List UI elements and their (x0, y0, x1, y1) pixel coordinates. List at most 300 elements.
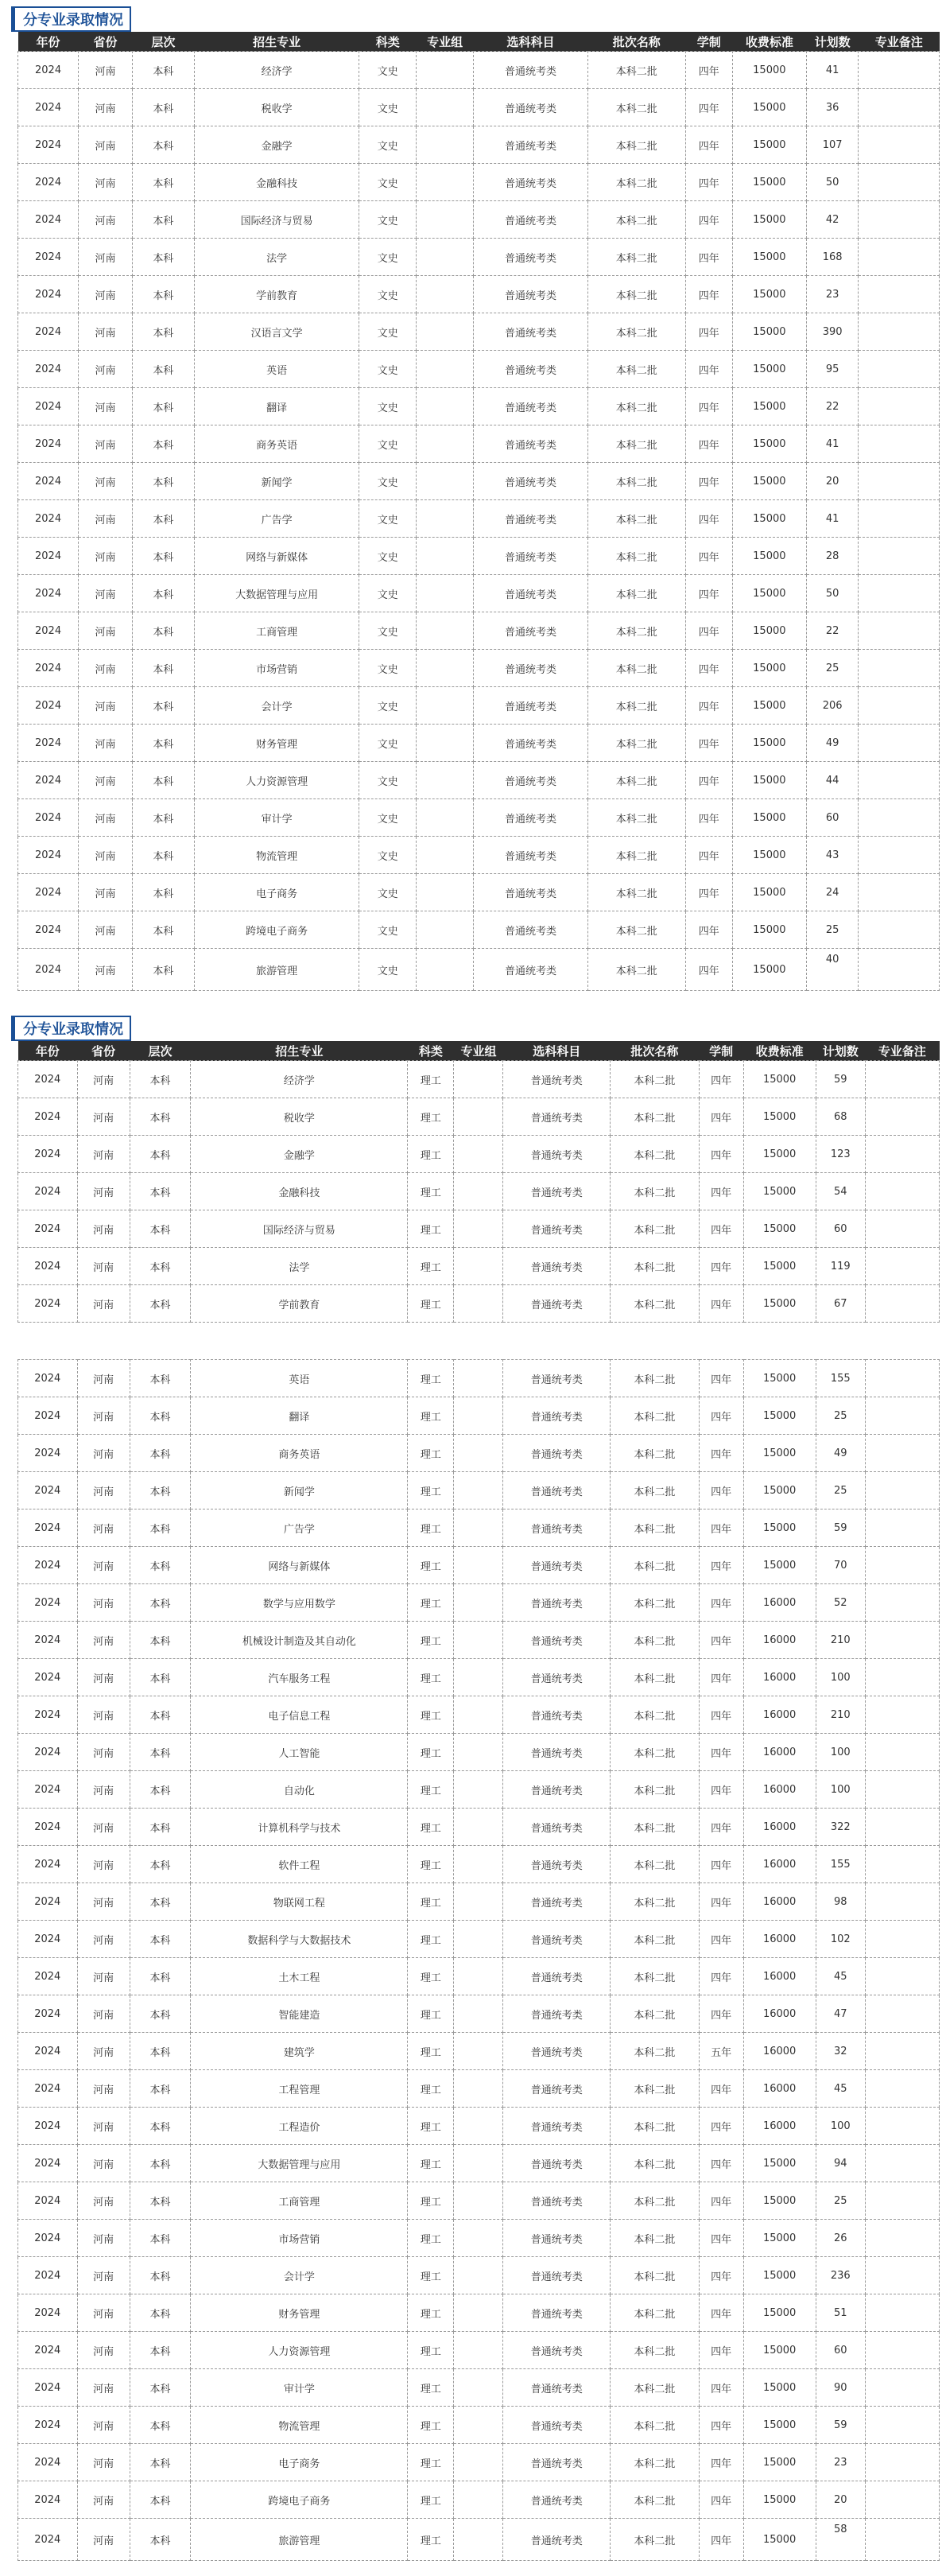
cell-duration: 四年 (685, 949, 732, 991)
cell-batch: 本科二批 (611, 1098, 700, 1136)
cell-year: 2024 (18, 837, 79, 874)
cell-plan-count: 95 (806, 351, 859, 388)
cell-duration: 四年 (699, 1547, 743, 1584)
cell-batch: 本科二批 (587, 89, 685, 126)
cell-remark (865, 2070, 939, 2108)
cell-plan-count: 40 (806, 949, 859, 991)
cell-category: 理工 (408, 1846, 454, 1883)
cell-category: 文史 (359, 837, 417, 874)
cell-remark (859, 874, 940, 911)
cell-batch: 本科二批 (587, 463, 685, 500)
table-row (18, 2444, 940, 2481)
cell-level: 本科 (130, 2220, 191, 2257)
cell-duration: 四年 (699, 2108, 743, 2145)
cell-province: 河南 (77, 1921, 130, 1958)
cell-province: 河南 (77, 2145, 130, 2182)
cell-category: 理工 (408, 1696, 454, 1734)
cell-level: 本科 (130, 1659, 191, 1696)
cell-major-group (454, 2481, 503, 2519)
cell-plan-count: 210 (816, 1696, 865, 1734)
cell-batch: 本科二批 (611, 1173, 700, 1210)
cell-province: 河南 (79, 949, 133, 991)
table-gap (18, 1323, 940, 1360)
cell-category: 文史 (359, 725, 417, 762)
cell-year: 2024 (18, 164, 79, 201)
cell-duration: 四年 (685, 538, 732, 575)
admission-table-wenshi (17, 32, 940, 991)
cell-subjects: 普通统考类 (474, 313, 588, 351)
cell-batch: 本科二批 (611, 1622, 700, 1659)
table-row (18, 2332, 940, 2369)
cell-level: 本科 (130, 1958, 191, 1995)
table-row (18, 799, 940, 837)
header-province: 省份 (79, 32, 133, 52)
cell-category: 理工 (408, 1210, 454, 1248)
cell-batch: 本科二批 (587, 911, 685, 949)
cell-subjects: 普通统考类 (503, 1472, 611, 1509)
cell-subjects: 普通统考类 (474, 799, 588, 837)
cell-major-group (454, 1509, 503, 1547)
cell-category: 文史 (359, 201, 417, 239)
cell-category: 文史 (359, 388, 417, 425)
cell-tuition: 15000 (732, 276, 806, 313)
cell-tuition: 15000 (743, 1397, 816, 1435)
cell-major-group (454, 1360, 503, 1397)
cell-tuition: 15000 (743, 2444, 816, 2481)
cell-major-group (454, 2444, 503, 2481)
cell-major-group (454, 1248, 503, 1285)
cell-batch: 本科二批 (587, 687, 685, 725)
cell-remark (859, 725, 940, 762)
cell-year: 2024 (18, 1509, 78, 1547)
cell-subjects: 普通统考类 (503, 1173, 611, 1210)
cell-year: 2024 (18, 1734, 78, 1771)
cell-batch: 本科二批 (587, 239, 685, 276)
cell-category: 文史 (359, 89, 417, 126)
cell-category: 文史 (359, 276, 417, 313)
cell-tuition: 15000 (732, 725, 806, 762)
cell-batch: 本科二批 (611, 1734, 700, 1771)
cell-level: 本科 (132, 351, 194, 388)
table-row (18, 1958, 940, 1995)
cell-tuition: 16000 (743, 2033, 816, 2070)
cell-subjects: 普通统考类 (474, 612, 588, 650)
cell-remark (859, 687, 940, 725)
header-major-group: 专业组 (454, 1041, 503, 1061)
cell-province: 河南 (79, 799, 133, 837)
table-row (18, 1472, 940, 1509)
cell-major: 物流管理 (195, 837, 359, 874)
cell-duration: 四年 (699, 2519, 743, 2561)
cell-batch: 本科二批 (611, 1771, 700, 1809)
cell-duration: 四年 (699, 1098, 743, 1136)
cell-level: 本科 (130, 2481, 191, 2519)
cell-major-group (454, 1958, 503, 1995)
cell-province: 河南 (79, 276, 133, 313)
cell-remark (859, 351, 940, 388)
table-row (18, 2033, 940, 2070)
cell-plan-count: 60 (806, 799, 859, 837)
cell-major-group (417, 313, 474, 351)
cell-batch: 本科二批 (611, 1061, 700, 1098)
cell-plan-count: 155 (816, 1846, 865, 1883)
cell-tuition: 15000 (743, 2257, 816, 2294)
cell-remark (865, 2332, 939, 2369)
cell-tuition: 15000 (732, 239, 806, 276)
cell-remark (859, 239, 940, 276)
cell-major-group (417, 425, 474, 463)
cell-province: 河南 (77, 2444, 130, 2481)
section-ligong (8, 1016, 940, 2561)
cell-province: 河南 (77, 1659, 130, 1696)
cell-tuition: 15000 (743, 1173, 816, 1210)
cell-major-group (417, 538, 474, 575)
cell-duration: 四年 (699, 1435, 743, 1472)
cell-batch: 本科二批 (611, 1883, 700, 1921)
cell-major: 电子商务 (195, 874, 359, 911)
cell-major-group (417, 201, 474, 239)
cell-province: 河南 (77, 2033, 130, 2070)
cell-subjects: 普通统考类 (503, 1696, 611, 1734)
cell-province: 河南 (77, 2369, 130, 2407)
cell-duration: 四年 (685, 612, 732, 650)
cell-batch: 本科二批 (611, 2220, 700, 2257)
cell-duration: 四年 (699, 1883, 743, 1921)
cell-major-group (454, 2369, 503, 2407)
cell-level: 本科 (132, 837, 194, 874)
cell-plan-count: 123 (816, 1136, 865, 1173)
cell-year: 2024 (18, 1659, 78, 1696)
cell-province: 河南 (77, 2070, 130, 2108)
cell-province: 河南 (77, 1472, 130, 1509)
cell-major: 税收学 (195, 89, 359, 126)
cell-duration: 四年 (685, 239, 732, 276)
cell-tuition: 15000 (732, 575, 806, 612)
cell-batch: 本科二批 (587, 538, 685, 575)
cell-plan-count: 107 (806, 126, 859, 164)
cell-plan-count: 25 (816, 2182, 865, 2220)
cell-remark (865, 1509, 939, 1547)
cell-category: 理工 (408, 2481, 454, 2519)
cell-batch: 本科二批 (587, 725, 685, 762)
cell-duration: 四年 (699, 1696, 743, 1734)
cell-category: 文史 (359, 949, 417, 991)
cell-province: 河南 (79, 239, 133, 276)
cell-remark (859, 837, 940, 874)
table-row (18, 239, 940, 276)
cell-remark (865, 2220, 939, 2257)
table-row (18, 1659, 940, 1696)
cell-province: 河南 (77, 1098, 130, 1136)
cell-province: 河南 (77, 1173, 130, 1210)
cell-category: 理工 (408, 1397, 454, 1435)
cell-plan-count: 23 (806, 276, 859, 313)
cell-province: 河南 (79, 425, 133, 463)
cell-plan-count: 100 (816, 2108, 865, 2145)
cell-batch: 本科二批 (587, 762, 685, 799)
table-row (18, 1584, 940, 1622)
cell-category: 文史 (359, 463, 417, 500)
cell-subjects: 普通统考类 (503, 1509, 611, 1547)
cell-province: 河南 (79, 201, 133, 239)
cell-plan-count: 36 (806, 89, 859, 126)
cell-remark (859, 126, 940, 164)
cell-major: 商务英语 (191, 1435, 408, 1472)
cell-level: 本科 (130, 1734, 191, 1771)
cell-year: 2024 (18, 1435, 78, 1472)
table-row (18, 1921, 940, 1958)
cell-category: 理工 (408, 1285, 454, 1323)
cell-major-group (454, 1547, 503, 1584)
table-row (18, 612, 940, 650)
cell-subjects: 普通统考类 (503, 2182, 611, 2220)
cell-major-group (417, 52, 474, 89)
cell-remark (865, 2108, 939, 2145)
cell-duration: 四年 (685, 52, 732, 89)
cell-plan-count: 44 (806, 762, 859, 799)
cell-province: 河南 (79, 313, 133, 351)
cell-major: 英语 (191, 1360, 408, 1397)
cell-plan-count: 50 (806, 575, 859, 612)
cell-batch: 本科二批 (611, 2033, 700, 2070)
cell-category: 文史 (359, 911, 417, 949)
cell-duration: 四年 (699, 1921, 743, 1958)
cell-category: 理工 (408, 2407, 454, 2444)
cell-duration: 四年 (685, 89, 732, 126)
cell-subjects: 普通统考类 (474, 650, 588, 687)
cell-batch: 本科二批 (611, 2369, 700, 2407)
cell-year: 2024 (18, 500, 79, 538)
cell-category: 文史 (359, 52, 417, 89)
cell-province: 河南 (77, 1771, 130, 1809)
cell-category: 文史 (359, 164, 417, 201)
cell-level: 本科 (130, 2033, 191, 2070)
cell-remark (865, 1360, 939, 1397)
cell-major: 学前教育 (191, 1285, 408, 1323)
cell-subjects: 普通统考类 (503, 2444, 611, 2481)
cell-year: 2024 (18, 1995, 78, 2033)
cell-major-group (454, 1098, 503, 1136)
cell-major-group (454, 1771, 503, 1809)
cell-remark (865, 1210, 939, 1248)
header-duration: 学制 (699, 1041, 743, 1061)
header-year: 年份 (18, 32, 79, 52)
cell-tuition: 15000 (732, 874, 806, 911)
cell-tuition: 15000 (732, 52, 806, 89)
cell-year: 2024 (18, 2220, 78, 2257)
cell-year: 2024 (18, 1173, 78, 1210)
table-row (18, 1883, 940, 1921)
cell-major-group (454, 2145, 503, 2182)
cell-major: 翻译 (191, 1397, 408, 1435)
table-row (18, 1509, 940, 1547)
header-batch: 批次名称 (587, 32, 685, 52)
cell-major-group (454, 1995, 503, 2033)
table-row (18, 1248, 940, 1285)
cell-subjects: 普通统考类 (474, 725, 588, 762)
cell-major-group (454, 2220, 503, 2257)
cell-province: 河南 (77, 1285, 130, 1323)
header-year: 年份 (18, 1041, 78, 1061)
cell-year: 2024 (18, 2481, 78, 2519)
table-row (18, 874, 940, 911)
cell-batch: 本科二批 (587, 201, 685, 239)
cell-tuition: 16000 (743, 1696, 816, 1734)
cell-subjects: 普通统考类 (474, 276, 588, 313)
cell-batch: 本科二批 (611, 2519, 700, 2561)
cell-major-group (417, 725, 474, 762)
cell-remark (859, 612, 940, 650)
cell-year: 2024 (18, 2257, 78, 2294)
cell-batch: 本科二批 (611, 1584, 700, 1622)
cell-major: 自动化 (191, 1771, 408, 1809)
cell-major-group (454, 2033, 503, 2070)
cell-year: 2024 (18, 2182, 78, 2220)
cell-plan-count: 60 (816, 2332, 865, 2369)
cell-category: 理工 (408, 2369, 454, 2407)
cell-plan-count: 26 (816, 2220, 865, 2257)
cell-province: 河南 (79, 463, 133, 500)
cell-plan-count: 54 (816, 1173, 865, 1210)
cell-batch: 本科二批 (611, 2294, 700, 2332)
cell-duration: 四年 (699, 2257, 743, 2294)
cell-subjects: 普通统考类 (503, 1809, 611, 1846)
cell-subjects: 普通统考类 (474, 126, 588, 164)
cell-major: 跨境电子商务 (195, 911, 359, 949)
cell-year: 2024 (18, 1360, 78, 1397)
table-row (18, 425, 940, 463)
cell-major: 法学 (191, 1248, 408, 1285)
header-plan-count: 计划数 (806, 32, 859, 52)
cell-category: 理工 (408, 1883, 454, 1921)
cell-subjects: 普通统考类 (474, 911, 588, 949)
cell-tuition: 15000 (743, 1210, 816, 1248)
table-header-row (18, 1041, 940, 1061)
cell-level: 本科 (132, 126, 194, 164)
cell-plan-count: 100 (816, 1771, 865, 1809)
cell-batch: 本科二批 (611, 1809, 700, 1846)
cell-category: 文史 (359, 612, 417, 650)
cell-category: 理工 (408, 1136, 454, 1173)
cell-remark (859, 313, 940, 351)
cell-category: 文史 (359, 500, 417, 538)
cell-level: 本科 (130, 1136, 191, 1173)
cell-duration: 四年 (699, 1285, 743, 1323)
table-row (18, 313, 940, 351)
cell-level: 本科 (130, 1285, 191, 1323)
cell-province: 河南 (79, 575, 133, 612)
header-level: 层次 (132, 32, 194, 52)
cell-batch: 本科二批 (611, 1285, 700, 1323)
cell-major-group (454, 2332, 503, 2369)
cell-tuition: 15000 (732, 463, 806, 500)
cell-level: 本科 (132, 388, 194, 425)
cell-year: 2024 (18, 1098, 78, 1136)
cell-duration: 四年 (699, 1622, 743, 1659)
cell-category: 文史 (359, 425, 417, 463)
cell-category: 理工 (408, 1472, 454, 1509)
cell-remark (865, 1472, 939, 1509)
cell-plan-count: 98 (816, 1883, 865, 1921)
cell-province: 河南 (77, 1397, 130, 1435)
cell-province: 河南 (77, 2220, 130, 2257)
cell-province: 河南 (77, 1360, 130, 1397)
cell-category: 理工 (408, 2108, 454, 2145)
cell-subjects: 普通统考类 (503, 1285, 611, 1323)
cell-level: 本科 (132, 52, 194, 89)
cell-duration: 四年 (699, 1061, 743, 1098)
cell-year: 2024 (18, 463, 79, 500)
cell-subjects: 普通统考类 (503, 1584, 611, 1622)
cell-level: 本科 (130, 1995, 191, 2033)
cell-major: 英语 (195, 351, 359, 388)
cell-remark (865, 1622, 939, 1659)
cell-category: 理工 (408, 1659, 454, 1696)
cell-major-group (454, 1622, 503, 1659)
cell-tuition: 15000 (732, 201, 806, 239)
table-row (18, 1622, 940, 1659)
cell-major: 人力资源管理 (191, 2332, 408, 2369)
cell-major: 电子商务 (191, 2444, 408, 2481)
cell-tuition: 15000 (743, 2481, 816, 2519)
cell-category: 理工 (408, 1061, 454, 1098)
cell-major: 金融学 (195, 126, 359, 164)
cell-remark (865, 1173, 939, 1210)
cell-year: 2024 (18, 2407, 78, 2444)
cell-major-group (454, 1285, 503, 1323)
table-row (18, 388, 940, 425)
header-subjects: 选科科目 (503, 1041, 611, 1061)
cell-province: 河南 (77, 2407, 130, 2444)
cell-level: 本科 (130, 1397, 191, 1435)
cell-duration: 四年 (685, 276, 732, 313)
cell-province: 河南 (77, 1995, 130, 2033)
cell-batch: 本科二批 (587, 949, 685, 991)
cell-year: 2024 (18, 2519, 78, 2561)
cell-major-group (454, 1696, 503, 1734)
cell-level: 本科 (132, 911, 194, 949)
cell-province: 河南 (79, 612, 133, 650)
cell-plan-count: 25 (806, 911, 859, 949)
cell-tuition: 15000 (743, 1285, 816, 1323)
cell-year: 2024 (18, 949, 79, 991)
cell-duration: 四年 (685, 799, 732, 837)
cell-batch: 本科二批 (611, 2070, 700, 2108)
cell-batch: 本科二批 (611, 1210, 700, 1248)
cell-duration: 四年 (699, 1734, 743, 1771)
cell-major: 计算机科学与技术 (191, 1809, 408, 1846)
cell-major-group (417, 388, 474, 425)
cell-tuition: 15000 (732, 164, 806, 201)
cell-duration: 四年 (685, 425, 732, 463)
cell-year: 2024 (18, 1061, 78, 1098)
cell-subjects: 普通统考类 (503, 2257, 611, 2294)
cell-major: 大数据管理与应用 (191, 2145, 408, 2182)
table-row (18, 2220, 940, 2257)
cell-duration: 四年 (685, 725, 732, 762)
cell-year: 2024 (18, 313, 79, 351)
cell-major: 翻译 (195, 388, 359, 425)
cell-major: 工商管理 (195, 612, 359, 650)
cell-duration: 四年 (699, 2481, 743, 2519)
cell-province: 河南 (77, 2519, 130, 2561)
header-remark: 专业备注 (859, 32, 940, 52)
cell-category: 理工 (408, 2220, 454, 2257)
cell-subjects: 普通统考类 (503, 2220, 611, 2257)
cell-tuition: 15000 (743, 2182, 816, 2220)
cell-batch: 本科二批 (611, 1136, 700, 1173)
cell-year: 2024 (18, 126, 79, 164)
